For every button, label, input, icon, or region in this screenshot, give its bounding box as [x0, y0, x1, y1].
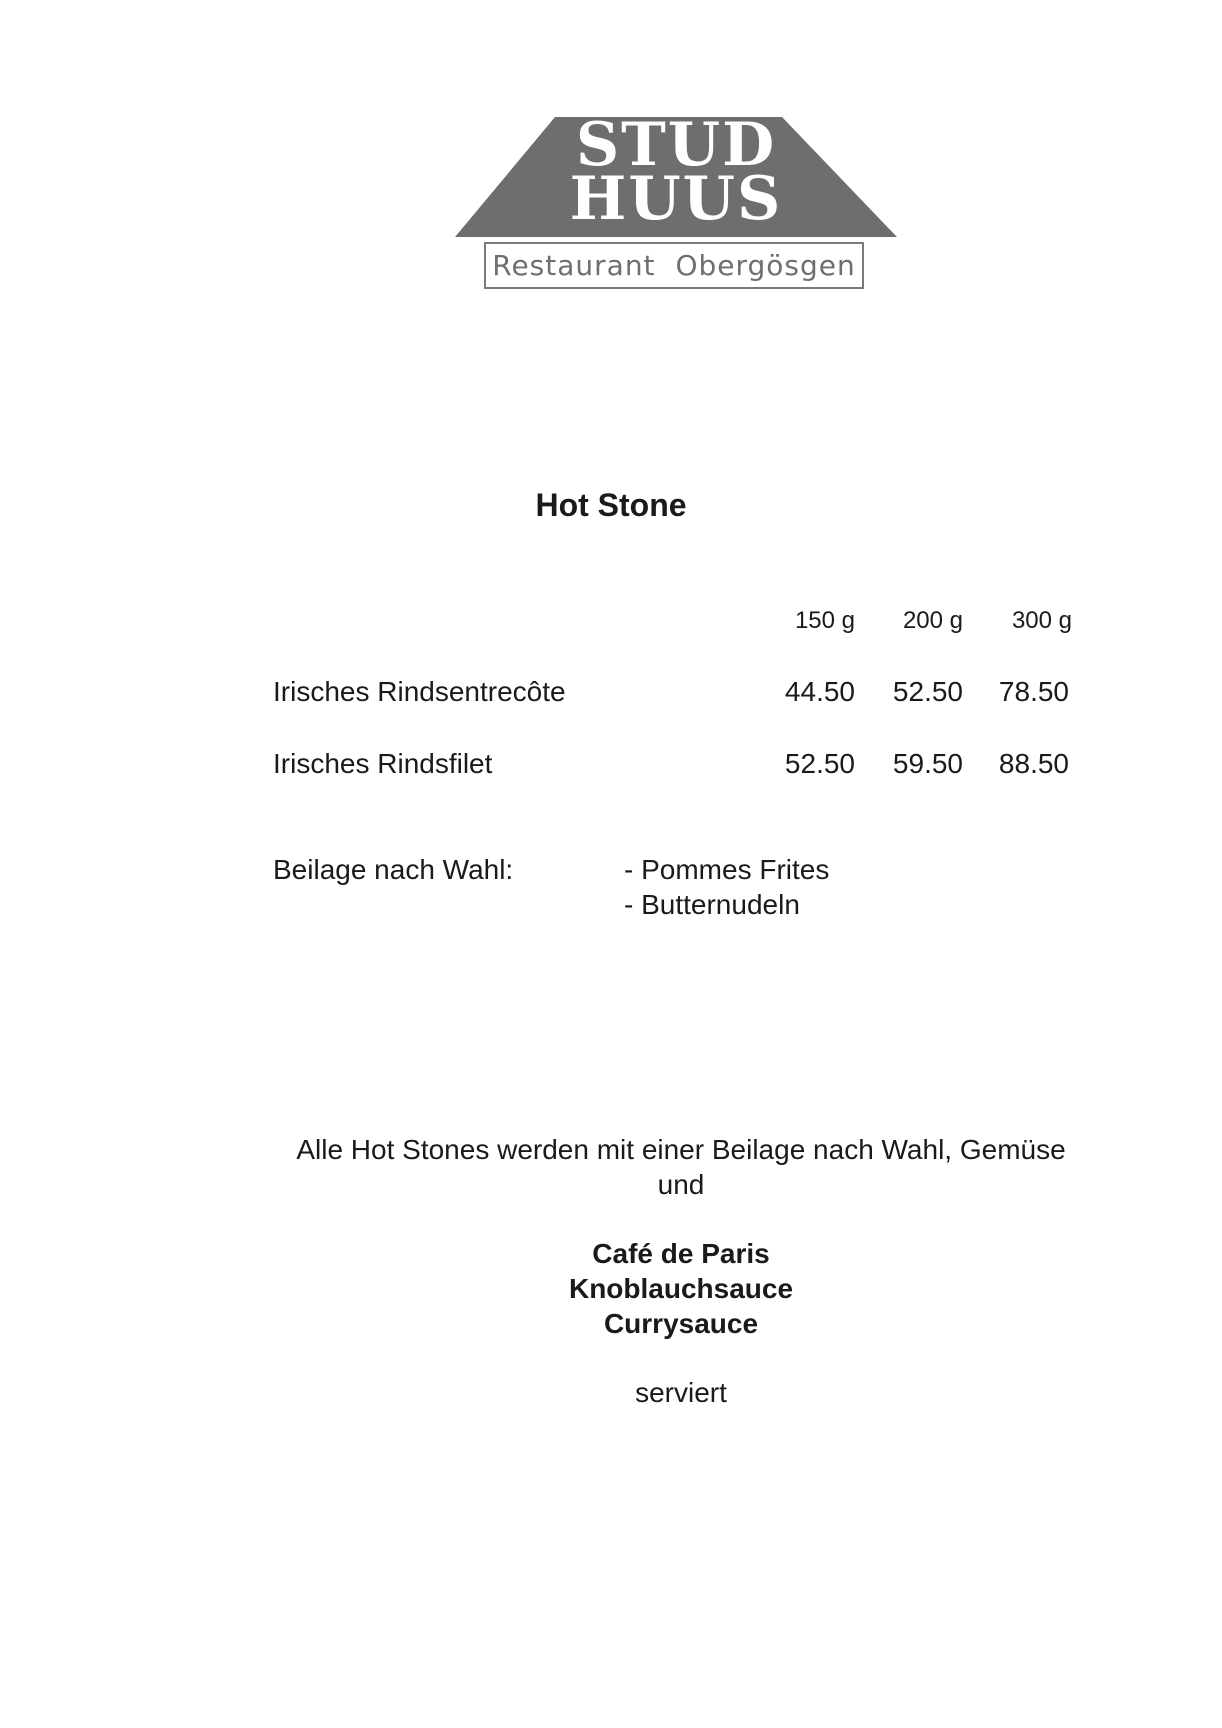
item-name-filet: Irisches Rindsfilet: [273, 748, 493, 779]
price-filet-300: 88.50: [998, 748, 1069, 779]
sides-label: Beilage nach Wahl:: [273, 854, 514, 885]
sauce-currysauce: Currysauce: [603, 1308, 759, 1339]
weight-header-300: 300 g: [1011, 607, 1072, 634]
restaurant-logo: [455, 110, 897, 295]
logo-word-huus: HUUS: [569, 164, 783, 234]
price-entrecote-300: 78.50: [998, 676, 1069, 707]
sauce-cafe-de-paris: Café de Paris: [592, 1238, 770, 1269]
sides-list: [624, 852, 829, 922]
note-line-2: und: [657, 1169, 705, 1200]
note-line-1: Alle Hot Stones werden mit einer Beilage nach Wahl, Gemüse: [296, 1134, 1066, 1165]
side-item-pommes-frites: - Pommes Frites: [624, 854, 830, 885]
side-item-butternudeln: - Butternudeln: [624, 889, 800, 920]
logo-subtitle: Restaurant Obergösgen: [484, 242, 864, 289]
weight-header-200: 200 g: [902, 607, 963, 634]
menu-title: Hot Stone: [535, 487, 687, 523]
weight-header-150: 150 g: [794, 607, 855, 634]
item-name-entrecote: Irisches Rindsentrecôte: [273, 676, 566, 707]
note-closing: serviert: [635, 1377, 727, 1408]
price-entrecote-150: 44.50: [784, 676, 855, 707]
sauce-knoblauchsauce: Knoblauchsauce: [568, 1273, 794, 1304]
logo-word-stud: STUD: [575, 110, 777, 180]
price-filet-200: 59.50: [892, 748, 963, 779]
price-entrecote-200: 52.50: [892, 676, 963, 707]
price-filet-150: 52.50: [784, 748, 855, 779]
